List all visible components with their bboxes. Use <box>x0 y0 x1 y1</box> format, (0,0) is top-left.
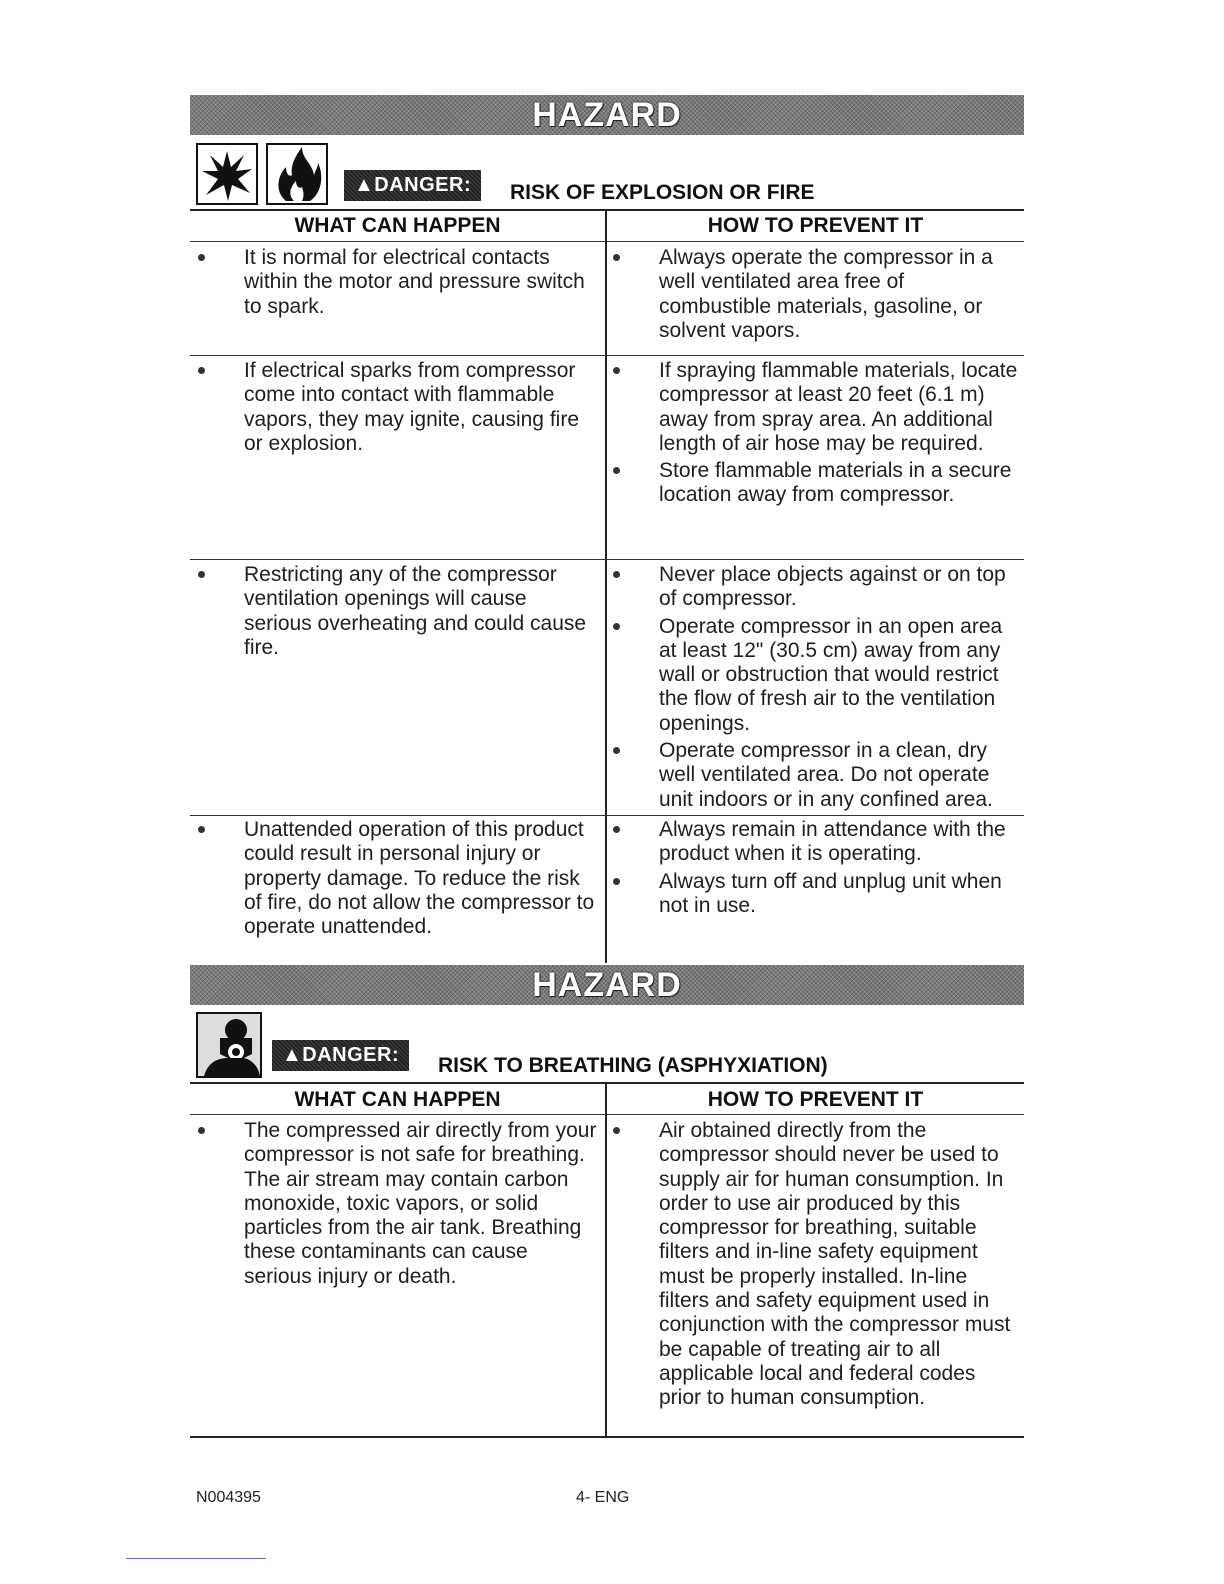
bullet-icon <box>613 1127 620 1134</box>
row-divider <box>190 355 1024 356</box>
bullet-icon <box>198 1127 205 1134</box>
bullet-icon <box>198 367 205 374</box>
prevention-cell <box>605 563 1020 815</box>
risk-title: RISK TO BREATHING (ASPHYXIATION) <box>438 1054 828 1077</box>
prevention-cell <box>605 359 1020 511</box>
prevention-cell <box>605 246 1020 346</box>
danger-badge: ▲DANGER: <box>272 1040 409 1071</box>
fire-icon <box>266 143 328 205</box>
row-divider <box>190 815 1024 816</box>
hazard-banner-text: HAZARD <box>532 95 682 134</box>
risk-header <box>196 1012 1024 1077</box>
list-item: Air obtained directly from the compressor should never be used to supply air for human consumption. In order to use air produced by this compressor for breathing, suitable filters and in-line safety equipment must be properly installed. In-line filters and safety equipment used in conjunction with the compressor must be capable of treating air to all applicable local and federal codes prior to human consumption. <box>605 1119 1020 1411</box>
column-header-what: WHAT CAN HAPPEN <box>294 1088 501 1111</box>
list-item: Always remain in attendance with the product when it is operating. <box>605 818 1020 867</box>
divider <box>190 1082 1024 1084</box>
list-item: Store flammable materials in a secure location away from compressor. <box>605 459 1020 508</box>
bullet-icon <box>613 367 620 374</box>
row-divider <box>190 559 1024 560</box>
list-item: Never place objects against or on top of compressor. <box>605 563 1020 612</box>
bullet-icon <box>198 571 205 578</box>
bullet-icon <box>198 254 205 261</box>
list-item: It is normal for electrical contacts within the motor and pressure switch to spark. <box>190 246 600 319</box>
hazard-cell <box>190 1119 600 1292</box>
prevention-cell <box>605 818 1020 921</box>
bullet-icon <box>613 467 620 474</box>
respirator-icon <box>196 1012 262 1078</box>
divider <box>126 1558 266 1559</box>
divider <box>190 1114 1024 1115</box>
hazard-cell <box>190 818 600 942</box>
bullet-icon <box>613 747 620 754</box>
list-item: The compressed air directly from your compressor is not safe for breathing. The air stream may contain carbon monoxide, toxic vapors, or solid particles from the air tank. Breathing these contaminants can cause serious injury or death. <box>190 1119 600 1289</box>
hazard-cell <box>190 563 600 663</box>
list-item: Restricting any of the compressor ventilation openings will cause serious overheating and could cause fire. <box>190 563 600 660</box>
bullet-icon <box>613 878 620 885</box>
danger-badge: ▲DANGER: <box>344 170 481 201</box>
hazard-cell <box>190 246 600 322</box>
bullet-icon <box>613 254 620 261</box>
prevention-cell <box>605 1119 1020 1414</box>
divider <box>190 209 1024 211</box>
hazard-cell <box>190 359 600 459</box>
hazard-banner <box>190 965 1024 1005</box>
list-item: If electrical sparks from compressor come into contact with flammable vapors, they may ignite, causing fire or explosion. <box>190 359 600 456</box>
list-item: Operate compressor in a clean, dry well ventilated area. Do not operate unit indoors or in any confined area. <box>605 739 1020 812</box>
page-number: 4- ENG <box>576 1489 630 1506</box>
bullet-icon <box>613 571 620 578</box>
hazard-banner <box>190 95 1024 135</box>
document-code: N004395 <box>196 1489 261 1506</box>
explosion-icon <box>196 143 258 205</box>
column-header-how: HOW TO PREVENT IT <box>707 1088 924 1111</box>
list-item: If spraying flammable materials, locate compressor at least 20 feet (6.1 m) away from spray area. An additional length of air hose may be required. <box>605 359 1020 456</box>
column-header-what: WHAT CAN HAPPEN <box>294 214 501 237</box>
list-item: Always operate the compressor in a well ventilated area free of combustible materials, gasoline, or solvent vapors. <box>605 246 1020 343</box>
risk-header <box>196 143 1024 205</box>
list-item: Operate compressor in an open area at least 12" (30.5 cm) away from any wall or obstruction that would restrict the flow of fresh air to the ventilation openings. <box>605 615 1020 736</box>
column-header-how: HOW TO PREVENT IT <box>707 214 924 237</box>
bullet-icon <box>613 826 620 833</box>
divider <box>190 241 1024 242</box>
risk-title: RISK OF EXPLOSION OR FIRE <box>510 181 815 204</box>
divider <box>190 1436 1024 1438</box>
list-item: Unattended operation of this product could result in personal injury or property damage. To reduce the risk of fire, do not allow the compressor to operate unattended. <box>190 818 600 939</box>
bullet-icon <box>613 623 620 630</box>
hazard-banner-text: HAZARD <box>532 965 682 1004</box>
list-item: Always turn off and unplug unit when not in use. <box>605 870 1020 919</box>
bullet-icon <box>198 826 205 833</box>
